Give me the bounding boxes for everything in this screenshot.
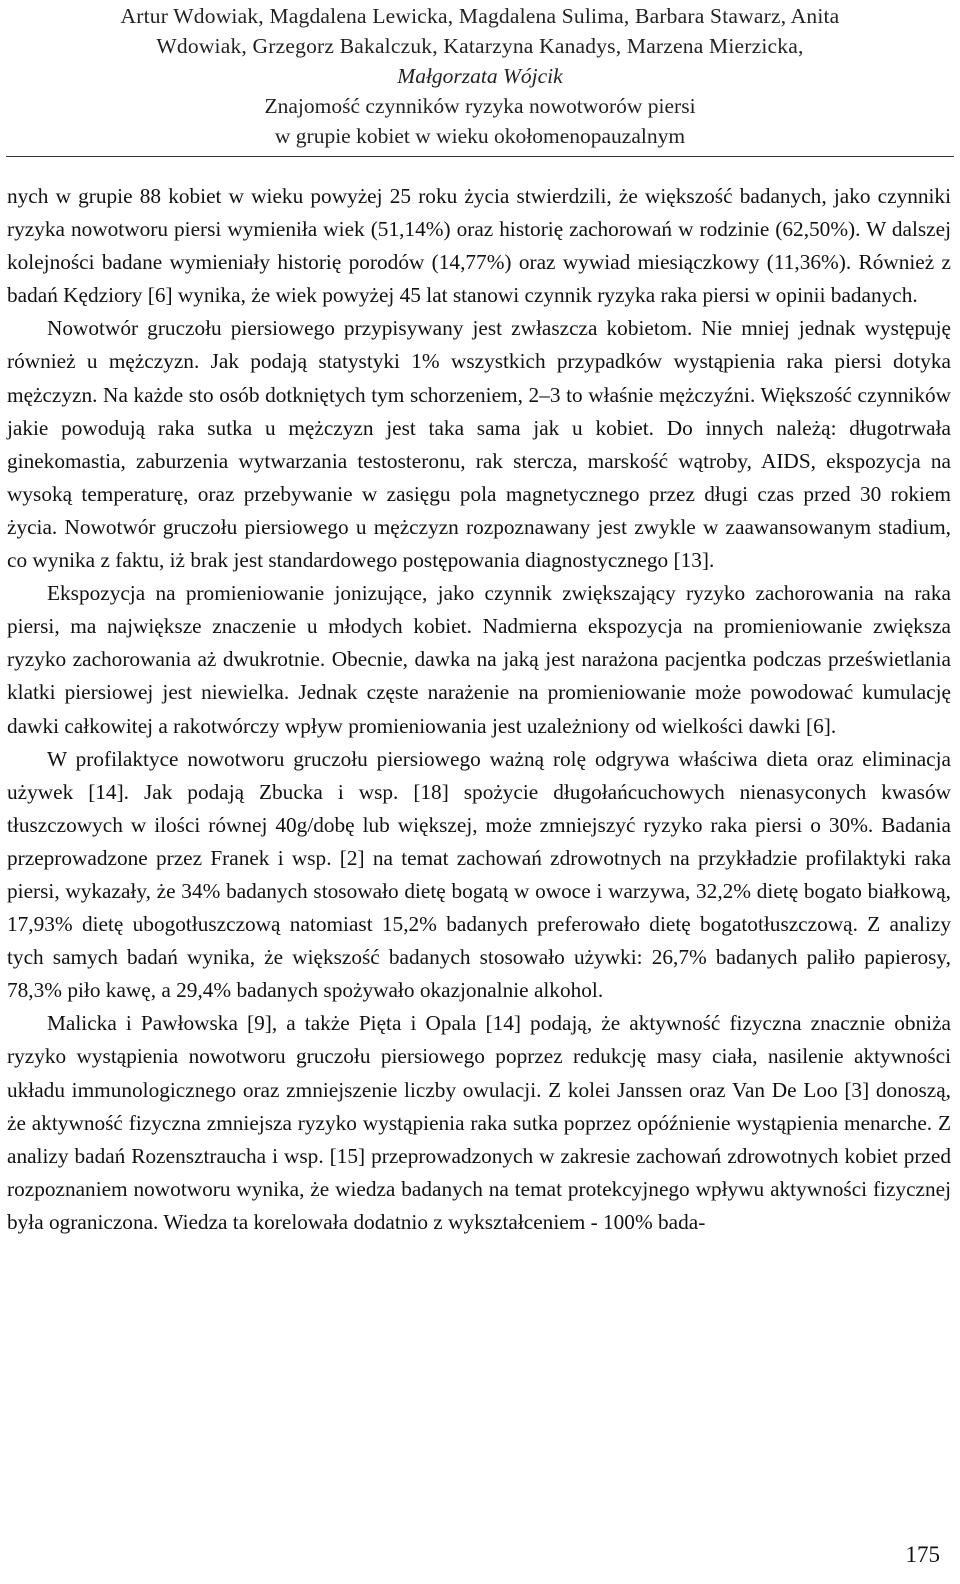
authors-line: Artur Wdowiak, Magdalena Lewicka, Magdalena Sulima, Barbara Stawarz, Anita: [120, 4, 840, 28]
body-paragraph: nych w grupie 88 kobiet w wieku powyżej 25 roku życia stwierdzili, że większość badanych, jako czynniki ryzyka nowotworu piersi wymieniła wiek (51,14%) oraz historię zachorowań w rodzinie (62,50%). W dalszej kolejności badane wymieniały historię porodów (14,77%) oraz wywiad miesiączkowy (11,36%). Również z badań Kędziory [6] wynika, że wiek powyżej 45 lat stanowi czynnik ryzyka raka piersi w opinii badanych.: [7, 184, 951, 308]
article-title-line: Znajomość czynników ryzyka nowotworów piersi: [264, 94, 696, 118]
body-paragraph: Nowotwór gruczołu piersiowego przypisywany jest zwłaszcza kobietom. Nie mniej jednak występuję również u mężczyzn. Jak podają statystyki 1% wszystkich przypadków wystąpienia raka piersi dotyka mężczyzn. Na każde sto osób dotkniętych tym schorzeniem, 2–3 to właśnie mężczyźni. Większość czynników jakie powodują raka sutka u mężczyzn jest taka sama jak u kobiet. Do innych należą: długotrwała ginekomastia, zaburzenia wytwarzania testosteronu, rak stercza, marskość wątroby, AIDS, ekspozycja na wysoką temperaturę, oraz przebywanie w zasięgu pola magnetycznego przez długi czas przed 30 rokiem życia. Nowotwór gruczołu piersiowego u mężczyzn rozpoznawany jest zwykle w zaawansowanym stadium, co wynika z faktu, iż brak jest standardowego postępowania diagnostycznego [13].: [7, 316, 951, 573]
body-paragraph: W profilaktyce nowotworu gruczołu piersiowego ważną rolę odgrywa właściwa dieta oraz eliminacja używek [14]. Jak podają Zbucka i wsp. [18] spożycie długołańcuchowych nienasyconych kwasów tłuszczowych w ilości równej 40g/dobę lub większej, może zmniejszyć ryzyko raka piersi o 30%. Badania przeprowadzone przez Franek i wsp. [2] na temat zachowań zdrowotnych na przykładzie profilaktyki raka piersi, wykazały, że 34% badanych stosowało dietę bogatą w owoce i warzywa, 32,2% dietę bogato białkową, 17,93% dietę ubogotłuszczową natomiast 15,2% badanych preferowało dietę bogatotłuszczową. Z analizy tych samych badań wynika, że większość badanych stosowało używki: 26,7% badanych paliło papierosy, 78,3% piło kawę, a 29,4% badanych spożywało okazjonalnie alkohol.: [7, 746, 951, 1003]
authors-line-italic: Małgorzata Wójcik: [397, 64, 563, 88]
article-title-line: w grupie kobiet w wieku okołomenopauzalnym: [274, 124, 686, 148]
body-paragraph: Ekspozycja na promieniowanie jonizujące, jako czynnik zwiększający ryzyko zachorowania na raka piersi, ma największe znaczenie u młodych kobiet. Nadmierna ekspozycja na promieniowanie zwiększa ryzyko zachorowania aż dwukrotnie. Obecnie, dawka na jaką jest narażona pacjentka podczas prześwietlania klatki piersiowej jest niewielka. Jednak częste narażenie na promieniowanie może powodować kumulację dawki całkowitej a rakotwórczy wpływ promieniowania jest uzależniony od wielkości dawki [6].: [7, 581, 951, 738]
running-header: [0, 0, 960, 151]
body-paragraph: Malicka i Pawłowska [9], a także Pięta i Opala [14] podają, że aktywność fizyczna znacznie obniża ryzyko wystąpienia nowotworu gruczołu piersiowego poprzez redukcję masy ciała, nasilenie aktywności układu immunologicznego oraz zmniejszenie liczby owulacji. Z kolei Janssen oraz Van De Loo [3] donoszą, że aktywność fizyczna zmniejsza ryzyko wystąpienia raka sutka poprzez opóźnienie wystąpienia menarche. Z analizy badań Rozensztraucha i wsp. [15] przeprowadzonych w zakresie zachowań zdrowotnych kobiet przed rozpoznaniem nowotworu wynika, że wiedza badanych na temat protekcyjnego wpływu aktywności fizycznej była ograniczona. Wiedza ta korelowała dodatnio z wykształceniem - 100% bada-: [7, 1011, 951, 1234]
header-divider: [6, 156, 954, 157]
page-number: 175: [905, 1542, 940, 1567]
article-body: [7, 180, 951, 1239]
authors-line: Wdowiak, Grzegorz Bakalczuk, Katarzyna Kanadys, Marzena Mierzicka,: [156, 34, 804, 58]
